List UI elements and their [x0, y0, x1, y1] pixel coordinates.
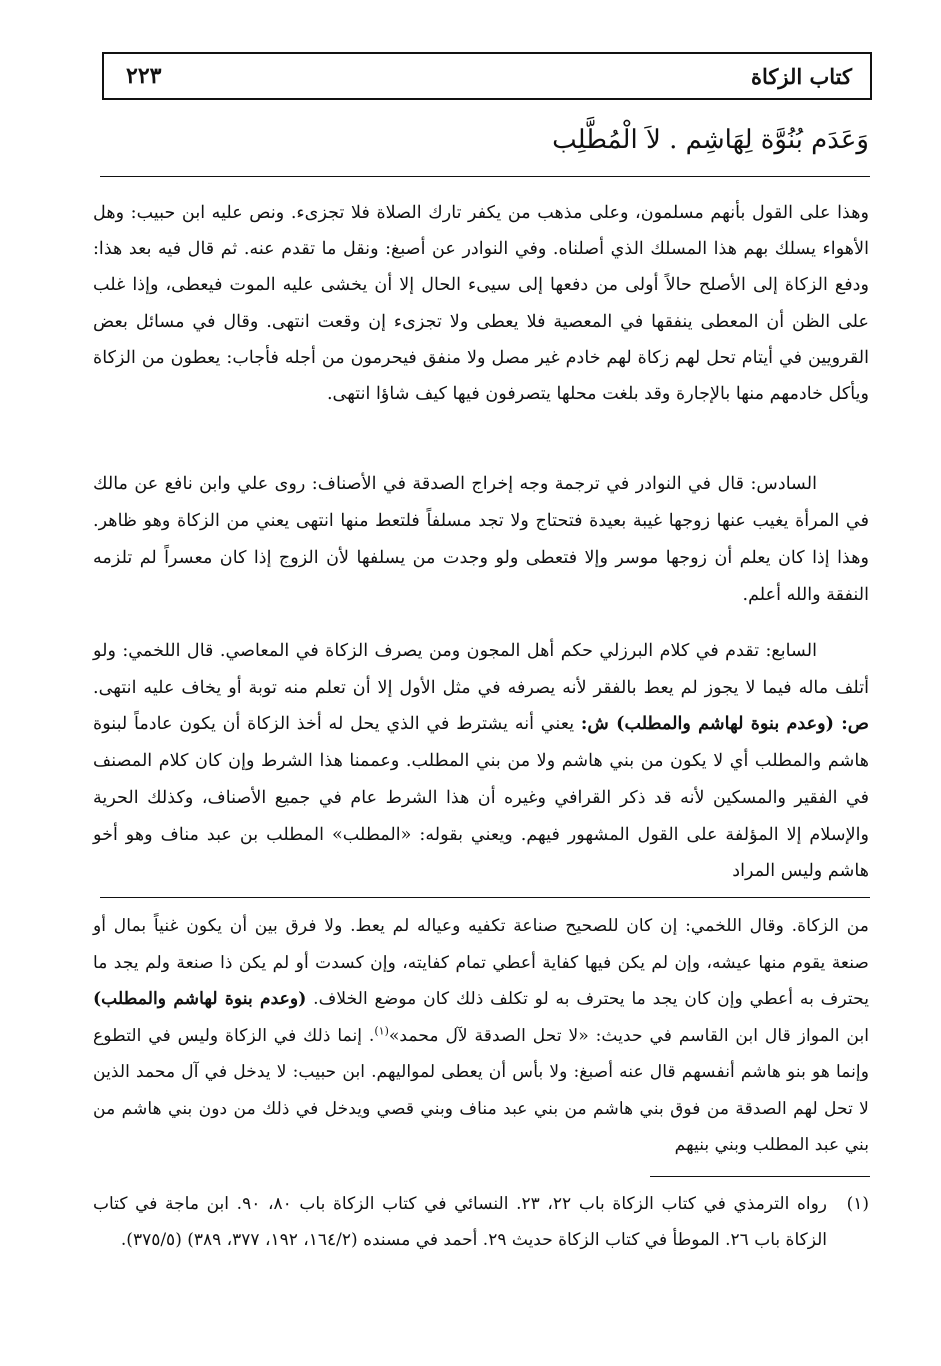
text-run: السابع: تقدم في كلام البرزلي حكم أهل المجون ومن يصرف الزكاة في المعاصي. قال اللخمي: ولو أتلف ماله فيما لا يجوز لم يعط بالفقر لأنه يصرفه في مثل الأول إلا أن تعلم منه توبة أو يخاف عليه انتهى. — [93, 641, 869, 698]
paragraph-text: السادس: قال في النوادر في ترجمة وجه إخراج الصدقة في الأصناف: روى علي وابن نافع عن مالك في المرأة يغيب عنها زوجها غيبة بعيدة فتحتاج ولا تجد مسلفاً فلتعط منها انتهى يعني من الزكاة وهو ظاهر. وهذا إذا كان يعلم أن زوجها موسر وإلا فتعطى ولو وجدت من يسلفها لأن الزوج إذا كان معسراً لم تلزمه النفقة والله أعلم. — [93, 474, 869, 605]
footnote-divider — [650, 1176, 870, 1177]
commentary-paragraph-3 — [93, 633, 869, 890]
text-run: يعني أنه يشترط في الذي يحل له أخذ الزكاة أن يكون عادماً لبنوة هاشم والمطلب أي لا يكون من بني هاشم ولا من بني المطلب. وعممنا هذا الشرط وإن كان كلام المصنف في الفقير والمسكين لأنه قد ذكر القرافي وغيره أن هذا الشرط عام في جميع الأصناف، وكذلك الحرية والإسلام إلا المؤلفة على القول المشهور فيهم. ويعني بقوله: «المطلب» المطلب بن عبد مناف وهو أخو هاشم وليس المراد — [93, 714, 869, 882]
commentary-paragraph-2 — [93, 466, 869, 614]
bold-quote: (وعدم بنوة لهاشم والمطلب) — [93, 989, 307, 1009]
text-run: من الزكاة. وقال اللخمي: إن كان للصحيح صناعة تكفيه وعياله لم يعط. ولا فرق بين أن يكون غنياً بمال أو صنعة يقوم منها عيشه، وإن لم يكن فيها كفاية أعطي تمام كفايته، وإن كسدت أو لم يكن ذا صنعة ولم يجد ما يحترف به أعطي وإن كان يجد ما يحترف به لو تكلف ذلك كان موضع الخلاف. — [93, 916, 869, 1009]
paragraph-text — [93, 908, 869, 1164]
commentary-paragraph-1 — [93, 195, 869, 412]
footnote-text: رواه الترمذي في كتاب الزكاة باب ٢٢، ٢٣. النسائي في كتاب الزكاة باب ٨٠، ٩٠. ابن ماجة في كتاب الزكاة باب ٢٦. الموطأ في كتاب الزكاة حديث ٢٩. أحمد في مسنده (١٦٤/٢، ١٩٢، ٣٧٧، ٣٨٩) (٣٧٥/٥). — [93, 1194, 828, 1250]
text-run: . إنما ذلك في الزكاة وليس في التطوع وإنما هو بنو هاشم أنفسهم قال عنه أصبغ: ولا بأس أن يعطى لمواليهم. ابن حبيب: لا يدخل في آل محمد الذين لا تحل لهم الصدقة من فوق بني هاشم من بني عبد مناف وبني قصي ويدخل في ذلك من دون بني هاشم من بني عبد المطلب وبني بنيهم — [93, 1025, 869, 1155]
paragraph-text: وهذا على القول بأنهم مسلمون، وعلى مذهب من يكفر تارك الصلاة فلا تجزىء. ونص عليه ابن حبيب: وهل الأهواء يسلك بهم هذا المسلك الذي أصلناه. وفي النوادر عن أصبغ: ونقل ما تقدم عنه. ثم قال فيه بعد هذا: ودفع الزكاة إلى الأصلح حالاً أولى من دفعها إلى سيىء الحال إلا أن يخشى عليه الموت فيعطى، وإذا غلب على الظن أن المعطى ينفقها في المعصية فلا يعطى ولا تجزىء إن وقعت انتهى. وقال في مسائل بعض القرويين في أيتام تحل لهم زكاة لهم خادم غير مصل ولا منفق فيحرمون من أجله فأجاب: يعطون من الزكاة ويأكل خادمهم منها بالإجارة وقد بلغت محلها يتصرفون فيها كيف شاؤا انتهى. — [93, 203, 869, 405]
page-number: ٢٢٣ — [126, 63, 162, 89]
footnote — [93, 1186, 869, 1258]
lower-section-divider — [100, 897, 870, 898]
matn-verse: وَعَدَم بُنُوَّة لِهَاشِم . لاَ الْمُطَّلِب — [552, 125, 869, 155]
book-title: كتاب الزكاة — [750, 63, 852, 89]
footnote-ref: (١) — [374, 1023, 389, 1037]
verse-divider — [100, 176, 870, 177]
running-header — [102, 52, 872, 100]
bold-quote: ص: (وعدم بنوة لهاشم والمطلب) ش: — [580, 713, 869, 735]
paragraph-text — [93, 633, 869, 890]
footnote-row — [93, 1186, 869, 1258]
lower-commentary — [93, 908, 869, 1164]
text-run: ابن المواز قال ابن القاسم في حديث: «لا تحل الصدقة لآل محمد» — [388, 1025, 870, 1046]
footnote-number: (١) — [846, 1194, 869, 1214]
